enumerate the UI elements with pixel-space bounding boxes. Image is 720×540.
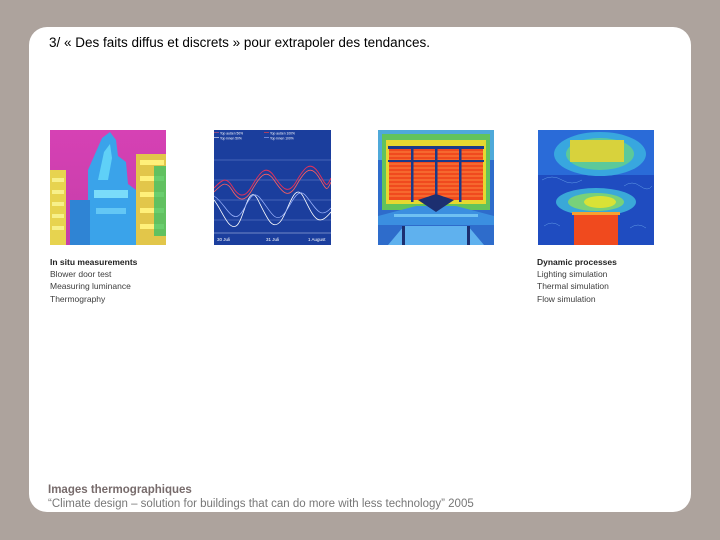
chart-legend-1: Top außen 50% [220,131,244,136]
slide-title: 3/ « Des faits diffus et discrets » pour extrapoler des tendances. [49,35,430,50]
footer [48,484,474,511]
right-caption [537,256,617,305]
right-caption-item: Lighting simulation [537,269,608,280]
footer-citation: “Climate design – solution for buildings that can do more with less technology” 2005 [48,497,474,510]
temperature-chart-image [214,130,331,245]
chart-legend-3: Top innen 50% [220,136,242,141]
chart-legend-4: Top innen 100% [270,136,294,141]
flow-simulation-image [538,130,654,245]
left-caption-item: Measuring luminance [50,281,131,292]
chart-date-2: 31 Juli [266,237,280,242]
left-caption-item: Thermography [50,293,106,304]
right-caption-item: Flow simulation [537,293,596,304]
slide [29,27,691,512]
thermography-image [50,130,166,245]
footer-heading: Images thermographiques [48,484,192,496]
right-caption-item: Thermal simulation [537,281,609,292]
chart-date-3: 1 August [308,237,326,242]
left-caption [50,256,137,315]
facade-simulation-image [378,130,494,245]
left-caption-item: Blower door test [50,269,112,280]
chart-date-1: 30 Juli [217,237,231,242]
chart-legend-2: Top außen 100% [270,131,295,136]
left-caption-heading: In situ measurements [50,257,138,267]
right-caption-heading: Dynamic processes [537,257,617,267]
